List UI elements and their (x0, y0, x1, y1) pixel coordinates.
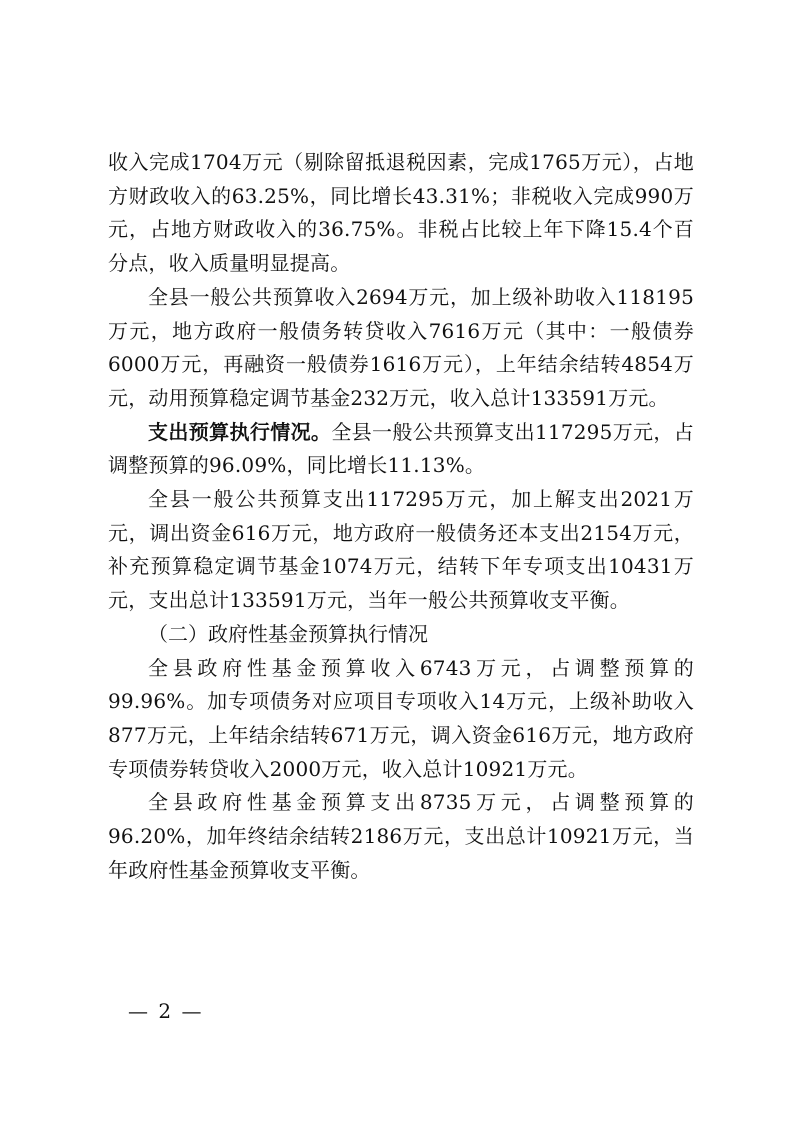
paragraph-general-budget-revenue: 全县一般公共预算收入2694万元，加上级补助收入118195万元，地方政府一般债务转贷收入7616万元（其中：一般债券6000万元，再融资一般债券1616万元），上年结余结转4854万元，动用预算稳定调节基金232万元，收入总计133591万元。 (108, 284, 694, 410)
paragraph-expenditure-execution (108, 416, 694, 483)
paragraph-general-budget-expenditure: 全县一般公共预算支出117295万元，加上解支出2021万元，调出资金616万元，地方政府一般债务还本支出2154万元，补充预算稳定调节基金1074万元，结转下年专项支出10431万元，支出总计133591万元，当年一般公共预算收支平衡。 (108, 487, 694, 613)
section-title-government-fund: （二）政府性基金预算执行情况 (148, 621, 428, 646)
expenditure-execution-text: 全县一般公共预算支出117295万元，占调整预算的96.09%，同比增长11.13%。 (108, 419, 694, 478)
paragraph-fund-revenue: 全县政府性基金预算收入6743万元，占调整预算的99.96%。加专项债务对应项目专项收入14万元，上级补助收入877万元，上年结余结转671万元，调入资金616万元，地方政府专项债券转贷收入2000万元，收入总计10921万元。 (108, 655, 694, 781)
paragraph-revenue-quality: 收入完成1704万元（剔除留抵退税因素，完成1765万元），占地方财政收入的63.25%，同比增长43.31%；非税收入完成990万元，占地方财政收入的36.75%。非税占比较上年下降15.4个百分点，收入质量明显提高。 (108, 150, 694, 276)
document-body (108, 146, 694, 887)
expenditure-lead-heading: 支出预算执行情况。 (148, 419, 332, 444)
paragraph-fund-expenditure: 全县政府性基金预算支出8735万元，占调整预算的96.20%，加年终结余结转2186万元，支出总计10921万元，当年政府性基金预算收支平衡。 (108, 790, 694, 882)
page-number: — 2 — (128, 999, 204, 1023)
